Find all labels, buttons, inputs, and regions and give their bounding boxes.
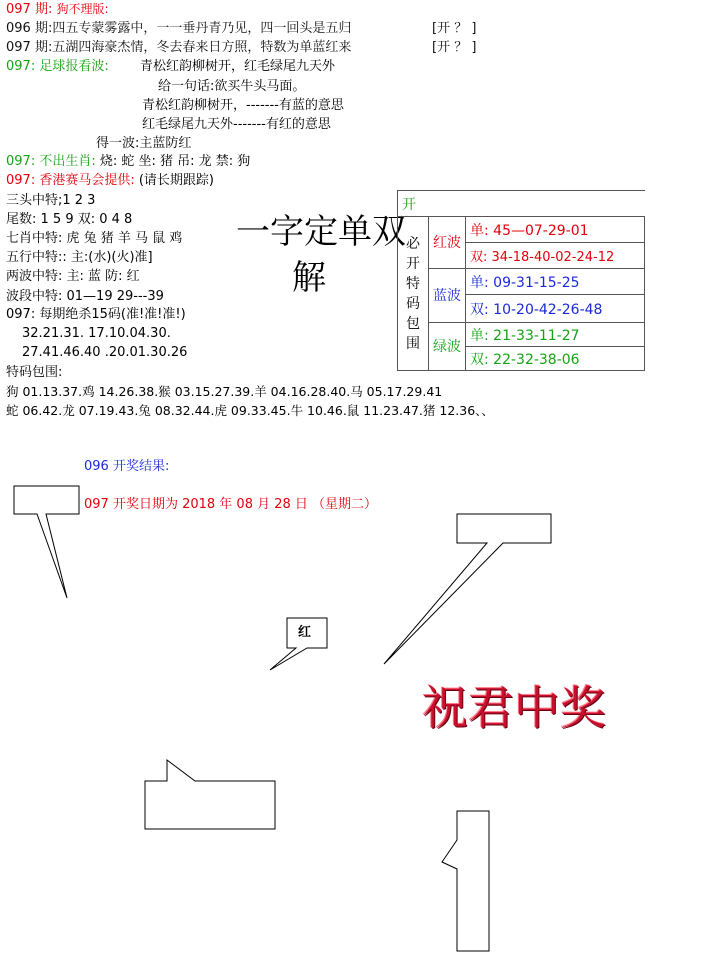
table-blue-label: 蓝波 xyxy=(429,269,466,323)
table-blue-double: 双: 10-20-42-26-48 xyxy=(466,295,645,323)
header-line-1-mark: [开 ？ ] xyxy=(432,21,477,36)
stat-sanshou: 三头中特;1 2 3 xyxy=(6,193,96,208)
blessing-text: 祝君中奖 xyxy=(422,681,606,735)
callout-bottom-left xyxy=(145,760,275,829)
table-green-double: 双: 22-32-38-06 xyxy=(466,347,645,371)
callout-top-right xyxy=(384,514,551,664)
football-label: 097: 足球报看波: xyxy=(6,59,109,74)
table-red-single: 单: 45—07-29-01 xyxy=(466,217,645,243)
football-line-4: 红毛绿尾九天外-------有红的意思 xyxy=(142,117,331,132)
stat-sha-line-1: 32.21.31. 17.10.04.30. xyxy=(22,326,171,341)
header-line-1: 096 期:四五专蒙雾露中，一一垂丹青乃见，四一回头是五归 xyxy=(6,21,352,36)
not-out-label: 097: 不出生肖: xyxy=(6,154,96,169)
football-line-2: 给一句话:欲买牛头马面。 xyxy=(158,79,306,94)
stat-liangbo: 两波中特: 主: 蓝 防: 红 xyxy=(6,269,140,284)
results-next-date: 097 开奖日期为 2018 年 08 月 28 日 （星期二） xyxy=(84,497,378,512)
not-out-values: 烧: 蛇 坐: 猪 吊: 龙 禁: 狗 xyxy=(99,154,251,169)
table-blue-single: 单: 09-31-15-25 xyxy=(466,269,645,295)
bubble-red-text: 红 xyxy=(298,625,312,640)
stat-qixiao: 七肖中特: 虎 兔 猪 羊 马 鼠 鸡 xyxy=(6,231,183,246)
headline-line-1: 一字定单双 xyxy=(236,212,406,252)
stat-sha-label: 097: 每期绝杀15码(准!准!准!) xyxy=(6,307,186,322)
football-line-5: 得一波:主蓝防红 xyxy=(96,136,192,151)
football-line-3: 青松红韵柳树开，-------有蓝的意思 xyxy=(142,98,344,113)
hk-label: 097: 香港赛马会提供: xyxy=(6,173,135,188)
football-line-1: 青松红韵柳树开，红毛绿尾九天外 xyxy=(140,59,336,74)
stat-boduan: 波段中特: 01—19 29---39 xyxy=(6,289,164,304)
surround-label: 特码包围: xyxy=(6,365,63,380)
stat-weishu: 尾数: 1 5 9 双: 0 4 8 xyxy=(6,212,133,227)
surround-line-2: 蛇 06.42.龙 07.19.43.兔 08.32.44.虎 09.33.45.牛 10.46.鼠 11.23.47.猪 12.36、、 xyxy=(6,403,494,418)
results-prev: 096 开奖结果: xyxy=(84,459,170,474)
header-line-2-mark: [开 ？ ] xyxy=(432,40,477,55)
table-bite: 必开特码包围 xyxy=(398,217,429,371)
stat-wuxing: 五行中特:: 主:(水)(火)准] xyxy=(6,250,153,265)
header-title-period: 097 期: xyxy=(6,2,53,17)
table-green-single: 单: 21-33-11-27 xyxy=(466,323,645,347)
hk-note: (请长期跟踪) xyxy=(138,173,215,188)
table-red-double: 双: 34-18-40-02-24-12 xyxy=(466,243,645,269)
headline-line-2: 解 xyxy=(292,258,326,298)
header-line-2: 097 期:五湖四海豪杰情，冬去春来日方照，特数为单蓝红来 xyxy=(6,40,352,55)
table-green-label: 绿波 xyxy=(429,323,466,371)
header-title-text: 狗不理版: xyxy=(56,2,109,16)
stat-sha-line-2: 27.41.46.40 .20.01.30.26 xyxy=(22,345,188,360)
table-open: 开 xyxy=(398,191,645,217)
callout-bottom-right xyxy=(442,811,489,951)
table-red-label: 红波 xyxy=(429,217,466,269)
callout-top-left xyxy=(14,486,79,598)
surround-line-1: 狗 01.13.37.鸡 14.26.38.猴 03.15.27.39.羊 04.16.28.40.马 05.17.29.41 xyxy=(6,384,443,399)
